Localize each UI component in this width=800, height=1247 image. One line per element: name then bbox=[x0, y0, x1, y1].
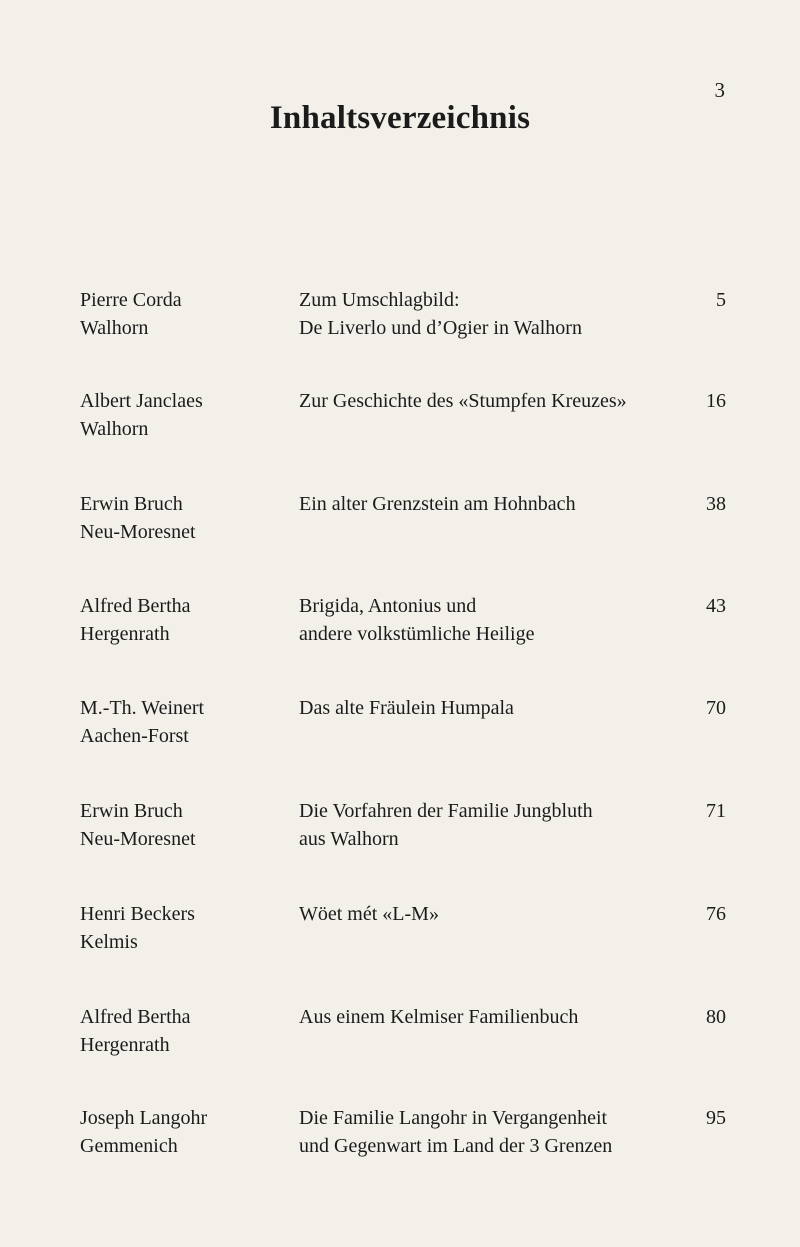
author-column bbox=[80, 1104, 290, 1160]
title-line: Ein alter Grenzstein am Hohnbach bbox=[299, 493, 576, 515]
article-title bbox=[299, 387, 699, 415]
page-ref: 5 bbox=[716, 289, 726, 311]
article-title bbox=[299, 1003, 699, 1031]
author-name: Erwin Bruch bbox=[80, 800, 183, 822]
page-ref: 95 bbox=[706, 1107, 726, 1129]
article-title bbox=[299, 694, 699, 722]
author-name: Albert Janclaes bbox=[80, 390, 203, 412]
title-line: Zum Umschlagbild: bbox=[299, 289, 460, 311]
author-name: M.-Th. Weinert bbox=[80, 697, 205, 719]
page-ref: 70 bbox=[706, 697, 726, 719]
title-line: und Gegenwart im Land der 3 Grenzen bbox=[299, 1135, 613, 1157]
article-title bbox=[299, 797, 699, 853]
author-column bbox=[80, 1003, 290, 1059]
author-column bbox=[80, 490, 290, 546]
page-ref: 16 bbox=[706, 390, 726, 412]
page-ref: 43 bbox=[706, 595, 726, 617]
author-place: Gemmenich bbox=[80, 1135, 178, 1157]
article-title bbox=[299, 286, 699, 342]
title-line: Zur Geschichte des «Stumpfen Kreuzes» bbox=[299, 390, 627, 412]
title-line: Die Familie Langohr in Vergangenheit bbox=[299, 1107, 608, 1129]
author-place: Walhorn bbox=[80, 317, 149, 339]
page-ref: 76 bbox=[706, 903, 726, 925]
title-line: andere volkstümliche Heilige bbox=[299, 623, 535, 645]
author-column bbox=[80, 286, 290, 342]
author-place: Aachen-Forst bbox=[80, 725, 189, 747]
title-line: Die Vorfahren der Familie Jungbluth bbox=[299, 800, 593, 822]
author-name: Erwin Bruch bbox=[80, 493, 183, 515]
page-number: 3 bbox=[714, 78, 725, 102]
article-title bbox=[299, 1104, 699, 1160]
author-column bbox=[80, 900, 290, 956]
title-line: De Liverlo und d’Ogier in Walhorn bbox=[299, 317, 582, 339]
author-name: Alfred Bertha bbox=[80, 595, 191, 617]
author-column bbox=[80, 592, 290, 648]
page-ref: 80 bbox=[706, 1006, 726, 1028]
article-title bbox=[299, 490, 699, 518]
author-place: Walhorn bbox=[80, 418, 149, 440]
author-column bbox=[80, 694, 290, 750]
title-line: Wöet mét «L-M» bbox=[299, 903, 439, 925]
page-title: Inhaltsverzeichnis bbox=[269, 100, 531, 136]
author-column bbox=[80, 797, 290, 853]
author-place: Neu-Moresnet bbox=[80, 521, 196, 543]
page-ref: 71 bbox=[706, 800, 726, 822]
article-title bbox=[299, 900, 699, 928]
author-column bbox=[80, 387, 290, 443]
author-place: Hergenrath bbox=[80, 1034, 170, 1056]
author-name: Joseph Langohr bbox=[80, 1107, 208, 1129]
article-title bbox=[299, 592, 699, 648]
author-place: Kelmis bbox=[80, 931, 138, 953]
author-name: Pierre Corda bbox=[80, 289, 182, 311]
author-place: Hergenrath bbox=[80, 623, 170, 645]
page-ref: 38 bbox=[706, 493, 726, 515]
title-line: Aus einem Kelmiser Familienbuch bbox=[299, 1006, 579, 1028]
title-line: aus Walhorn bbox=[299, 828, 399, 850]
author-name: Alfred Bertha bbox=[80, 1006, 191, 1028]
author-place: Neu-Moresnet bbox=[80, 828, 196, 850]
title-line: Brigida, Antonius und bbox=[299, 595, 477, 617]
author-name: Henri Beckers bbox=[80, 903, 195, 925]
title-line: Das alte Fräulein Humpala bbox=[299, 697, 514, 719]
